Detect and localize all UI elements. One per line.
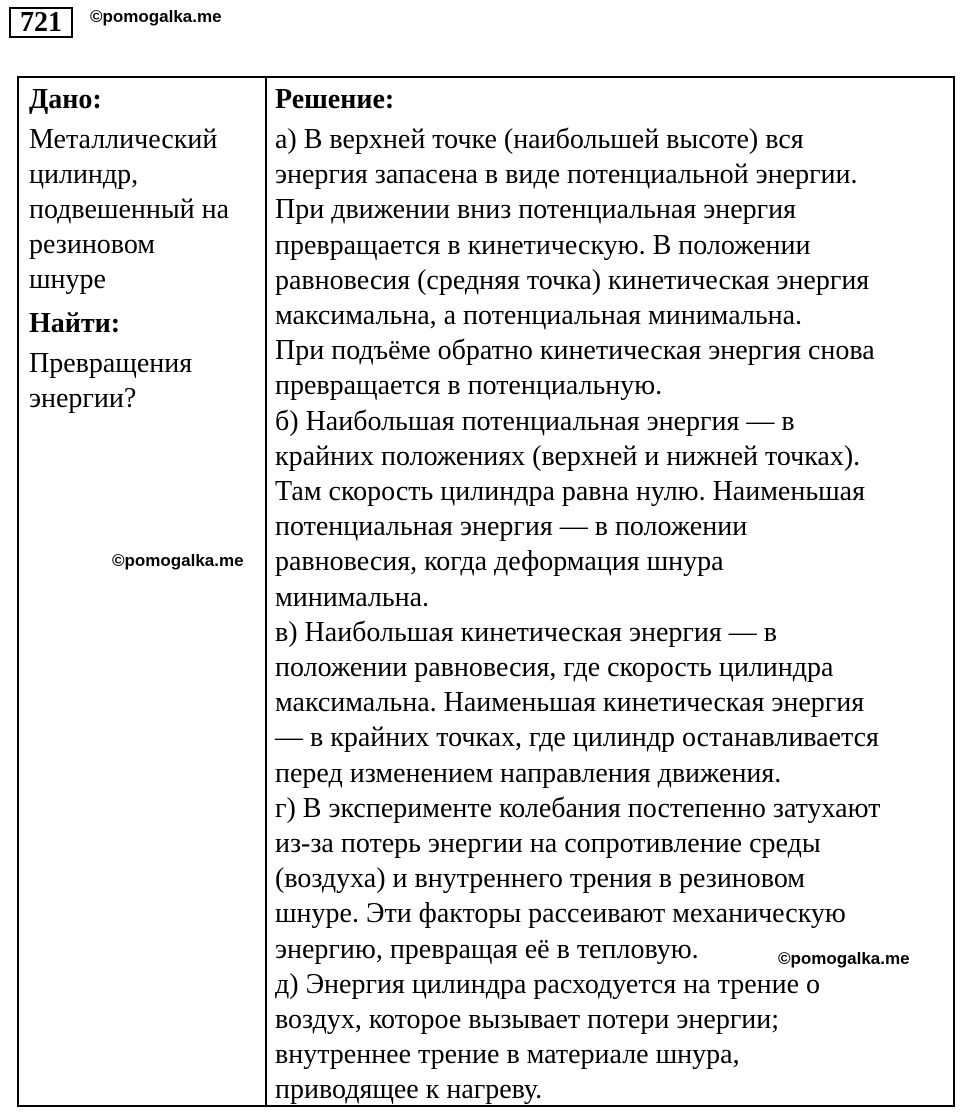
solution-line: г) В эксперименте колебания постепенно затухают bbox=[275, 792, 881, 824]
watermark-middle: ©pomogalka.me bbox=[112, 551, 244, 570]
solution-line: в) Наибольшая кинетическая энергия — в bbox=[275, 616, 778, 648]
solution-line: максимальна. Наименьшая кинетическая энергия bbox=[275, 687, 865, 719]
watermark-top: ©pomogalka.me bbox=[90, 7, 222, 26]
given-line: резиновом bbox=[29, 229, 156, 260]
given-heading: Дано: bbox=[29, 84, 102, 115]
solution-line: приводящее к нагреву. bbox=[275, 1074, 543, 1106]
find-line: энергии? bbox=[29, 383, 137, 414]
solution-line: — в крайних точках, где цилиндр останавливается bbox=[275, 722, 879, 754]
given-line: шнуре bbox=[29, 264, 106, 295]
solution-line: перед изменением направления движения. bbox=[275, 757, 782, 789]
given-text bbox=[29, 117, 261, 297]
solution-line: воздух, которое вызывает потери энергии; bbox=[275, 1004, 780, 1036]
solution-line: потенциальная энергия — в положении bbox=[275, 511, 748, 543]
solution-line: равновесия (средняя точка) кинетическая энергия bbox=[275, 264, 870, 296]
watermark-bottom: ©pomogalka.me bbox=[778, 949, 910, 968]
problem-number: 721 bbox=[9, 7, 73, 38]
find-heading: Найти: bbox=[29, 308, 121, 339]
solution-line: При подъёме обратно кинетическая энергия снова bbox=[275, 335, 875, 367]
solution-line: д) Энергия цилиндра расходуется на трение о bbox=[275, 968, 821, 1000]
solution-line: равновесия, когда деформация шнура bbox=[275, 546, 724, 578]
solution-line: шнуре. Эти факторы рассеивают механическую bbox=[275, 898, 846, 930]
solution-line: положении равновесия, где скорость цилиндра bbox=[275, 652, 834, 684]
solution-line: б) Наибольшая потенциальная энергия — в bbox=[275, 405, 795, 437]
solution-line: При движении вниз потенциальная энергия bbox=[275, 194, 796, 226]
given-line: цилиндр, bbox=[29, 159, 139, 190]
solution-line: минимальна. bbox=[275, 581, 430, 613]
find-text bbox=[29, 341, 261, 416]
solution-line: максимальна, а потенциальная минимальна. bbox=[275, 300, 803, 332]
solution-line: из-за потерь энергии на сопротивление среды bbox=[275, 828, 821, 860]
given-line: подвешенный на bbox=[29, 194, 230, 225]
solution-line: а) В верхней точке (наибольшей высоте) вся bbox=[275, 124, 804, 155]
solution-line: крайних положениях (верхней и нижней точках). bbox=[275, 440, 861, 472]
find-line: Превращения bbox=[29, 348, 193, 379]
solution-line: (воздуха) и внутреннего трения в резиновом bbox=[275, 863, 806, 895]
solution-line: Там скорость цилиндра равна нулю. Наименьшая bbox=[275, 476, 865, 508]
solution-line: превращается в потенциальную. bbox=[275, 370, 663, 402]
given-line: Металлический bbox=[29, 124, 218, 155]
solution-line: внутреннее трение в материале шнура, bbox=[275, 1039, 740, 1071]
given-column bbox=[29, 78, 261, 416]
solution-line: энергия запасена в виде потенциальной энергии. bbox=[275, 159, 858, 191]
solution-line: превращается в кинетическую. В положении bbox=[275, 229, 811, 261]
solution-line: энергию, превращая её в тепловую. bbox=[275, 933, 699, 965]
column-divider bbox=[265, 78, 267, 1105]
solution-heading: Решение: bbox=[275, 84, 395, 115]
